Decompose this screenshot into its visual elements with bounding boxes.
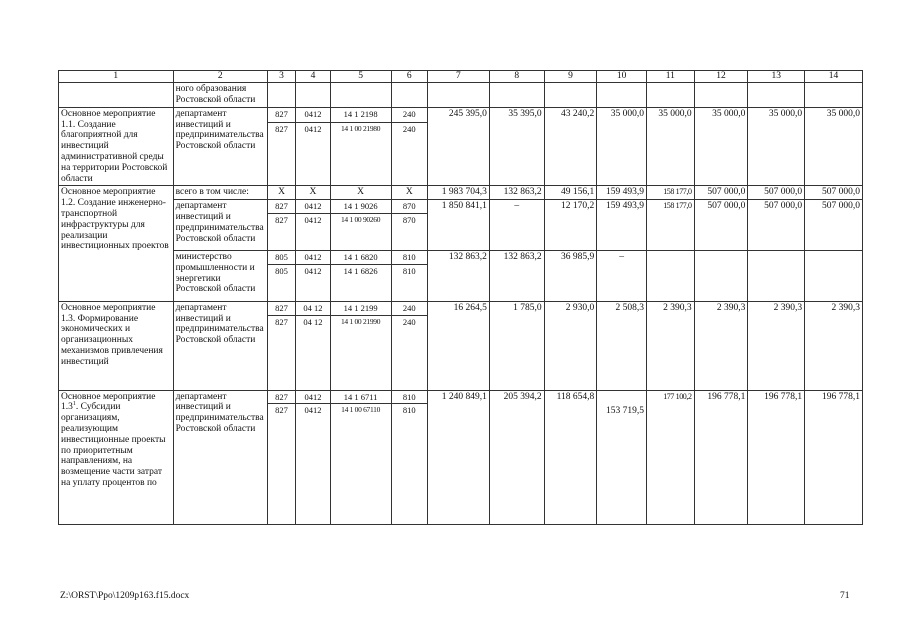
- col-header: 12: [694, 71, 748, 83]
- target-code: 14 1 2199: [330, 301, 391, 315]
- table-row: [59, 200, 863, 214]
- col-header: 1: [59, 71, 174, 83]
- section-code: 0412: [296, 264, 330, 301]
- value-cell: 2 390,3: [748, 301, 805, 390]
- grbs-code: 827: [267, 404, 295, 525]
- col-header: 13: [748, 71, 805, 83]
- expense-code: 240: [391, 107, 427, 123]
- col-header: 5: [330, 71, 391, 83]
- value-cell: 132 863,2: [428, 250, 490, 301]
- value-cell: 35 000,0: [694, 107, 748, 186]
- section-code: 0412: [296, 404, 330, 525]
- value-cell: 16 264,5: [428, 301, 490, 390]
- value-cell: 49 156,1: [544, 186, 597, 200]
- col-header: 9: [544, 71, 597, 83]
- grbs-code: 827: [267, 200, 295, 214]
- executor-cell: департамент инвестиций и предпринимательства Ростовской области: [173, 200, 267, 251]
- executor-cell: министерство промышленности и энергетики Ростовской области: [173, 250, 267, 301]
- col-header: 3: [267, 71, 295, 83]
- value-cell: 35 000,0: [805, 107, 863, 186]
- target-code: 14 1 00 67110: [330, 404, 391, 525]
- value-cell: 507 000,0: [748, 186, 805, 200]
- value-cell: 35 000,0: [646, 107, 694, 186]
- value-cell: 36 985,9: [544, 250, 597, 301]
- table-row: [59, 107, 863, 123]
- col-header: 8: [489, 71, 544, 83]
- grbs-code: X: [267, 186, 295, 200]
- value-cell: –: [597, 250, 647, 301]
- value-cell: 132 863,2: [489, 186, 544, 200]
- grbs-code: 805: [267, 264, 295, 301]
- target-code: 14 1 2198: [330, 107, 391, 123]
- page-number: 71: [840, 591, 850, 601]
- expense-code: X: [391, 186, 427, 200]
- value-cell: 2 930,0: [544, 301, 597, 390]
- executor-cell: ного образования Ростовской области: [173, 82, 267, 107]
- table-row: [59, 301, 863, 315]
- value-cell: 1 240 849,1: [428, 390, 490, 525]
- value-cell: 507 000,0: [748, 200, 805, 251]
- value-cell: 159 493,9: [597, 186, 647, 200]
- measure-name: Основное мероприятие 1.1. Создание благоприятной для инвестиций административной среды на территории Ростовской области: [59, 107, 174, 186]
- value-cell: 507 000,0: [694, 200, 748, 251]
- value-cell: 159 493,9: [597, 200, 647, 251]
- value-cell: 1 850 841,1: [428, 200, 490, 251]
- grbs-code: 827: [267, 213, 295, 250]
- value-cell: 35 000,0: [748, 107, 805, 186]
- file-path: Z:\ORST\Ppo\1209p163.f15.docx: [60, 591, 190, 601]
- section-code: 0412: [296, 123, 330, 186]
- expense-code: 810: [391, 264, 427, 301]
- table-row: [59, 186, 863, 200]
- expense-code: 810: [391, 250, 427, 264]
- section-code: 04 12: [296, 301, 330, 315]
- value-cell: 205 394,2: [489, 390, 544, 525]
- executor-cell: департамент инвестиций и предпринимательства Ростовской области: [173, 301, 267, 390]
- measure-name: Основное мероприятие 1.3. Формирование экономических и организационных механизмов привлечения инвестиций: [59, 301, 174, 390]
- value-cell: 118 654,8: [544, 390, 597, 525]
- target-code: 14 1 00 21990: [330, 315, 391, 390]
- value-cell: 507 000,0: [805, 200, 863, 251]
- value-cell: 507 000,0: [805, 186, 863, 200]
- value-cell: 132 863,2: [489, 250, 544, 301]
- target-code: 14 1 6711: [330, 390, 391, 404]
- value-cell: 2 390,3: [805, 301, 863, 390]
- col-header: 14: [805, 71, 863, 83]
- executor-cell: департамент инвестиций и предпринимательства Ростовской области: [173, 107, 267, 186]
- value-cell: –: [489, 200, 544, 251]
- executor-cell: всего в том числе:: [173, 186, 267, 200]
- table-row: [59, 82, 863, 107]
- target-code: X: [330, 186, 391, 200]
- expense-code: 810: [391, 390, 427, 404]
- section-code: X: [296, 186, 330, 200]
- section-code: 0412: [296, 213, 330, 250]
- value-cell: 196 778,1: [748, 390, 805, 525]
- value-cell: 35 000,0: [597, 107, 647, 186]
- value-cell: 43 240,2: [544, 107, 597, 186]
- section-code: 04 12: [296, 315, 330, 390]
- budget-table: [58, 70, 863, 525]
- expense-code: 870: [391, 200, 427, 214]
- value-cell: 2 508,3: [597, 301, 647, 390]
- header-row: [59, 71, 863, 83]
- section-code: 0412: [296, 107, 330, 123]
- value-cell: 196 778,1: [694, 390, 748, 525]
- table-row: [59, 250, 863, 264]
- grbs-code: 827: [267, 390, 295, 404]
- target-code: 14 1 9026: [330, 200, 391, 214]
- col-header: 4: [296, 71, 330, 83]
- grbs-code: 827: [267, 301, 295, 315]
- target-code: 14 1 00 90260: [330, 213, 391, 250]
- value-cell: 507 000,0: [694, 186, 748, 200]
- target-code: 14 1 6826: [330, 264, 391, 301]
- target-code: 14 1 6820: [330, 250, 391, 264]
- value-cell: 177 100,2: [646, 390, 694, 525]
- col-header: 11: [646, 71, 694, 83]
- footnote-mark: 1: [72, 401, 76, 408]
- section-code: 0412: [296, 200, 330, 214]
- expense-code: 240: [391, 123, 427, 186]
- value-cell: 2 390,3: [694, 301, 748, 390]
- grbs-code: 827: [267, 315, 295, 390]
- col-header: 7: [428, 71, 490, 83]
- col-header: 2: [173, 71, 267, 83]
- grbs-code: 805: [267, 250, 295, 264]
- grbs-code: 827: [267, 123, 295, 186]
- value-cell: 153 719,5: [597, 390, 647, 525]
- executor-cell: департамент инвестиций и предпринимательства Ростовской области: [173, 390, 267, 525]
- col-header: 10: [597, 71, 647, 83]
- value-cell: 158 177,0: [646, 200, 694, 251]
- grbs-code: 827: [267, 107, 295, 123]
- value-cell: 35 395,0: [489, 107, 544, 186]
- section-code: 0412: [296, 250, 330, 264]
- value-cell: 12 170,2: [544, 200, 597, 251]
- value-cell: 1 983 704,3: [428, 186, 490, 200]
- expense-code: 810: [391, 404, 427, 525]
- value-cell: 245 395,0: [428, 107, 490, 186]
- col-header: 6: [391, 71, 427, 83]
- value-cell: 2 390,3: [646, 301, 694, 390]
- value-cell: 196 778,1: [805, 390, 863, 525]
- value-cell: 1 785,0: [489, 301, 544, 390]
- expense-code: 240: [391, 315, 427, 390]
- section-code: 0412: [296, 390, 330, 404]
- expense-code: 870: [391, 213, 427, 250]
- table-row: [59, 390, 863, 404]
- target-code: 14 1 00 21980: [330, 123, 391, 186]
- measure-name: Основное мероприятие 1.2. Создание инженерно-транспортной инфраструктуры для реализации инвестиционных проектов: [59, 186, 174, 301]
- measure-name: Основное мероприятие $1.3^1$. Субсидии организациям, реализующим инвестиционные проекты по приоритетным направлениям, на возмещение части затрат на уплату процентов по: [59, 390, 174, 525]
- expense-code: 240: [391, 301, 427, 315]
- value-cell: 158 177,0: [646, 186, 694, 200]
